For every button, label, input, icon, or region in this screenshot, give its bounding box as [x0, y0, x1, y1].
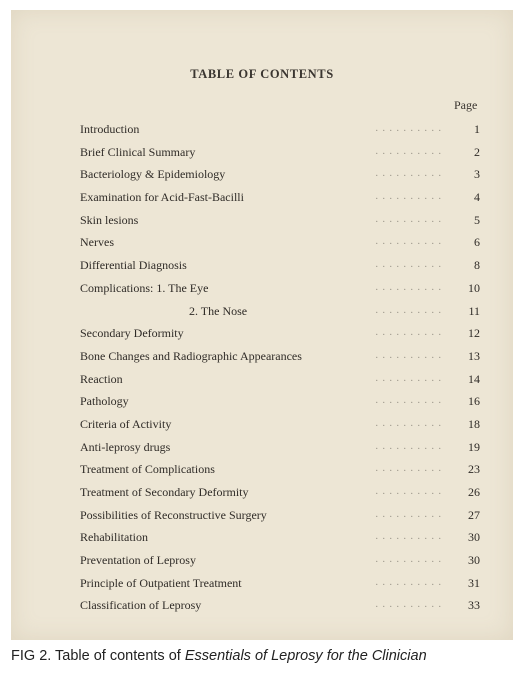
- toc-entry-page: 33: [468, 598, 480, 613]
- toc-entry-label: Principle of Outpatient Treatment: [80, 575, 242, 590]
- leader-dots: . . . . . . . . . .: [375, 463, 442, 475]
- leader-dots: . . . . . . . . . .: [375, 372, 442, 384]
- toc-entry-label: Differential Diagnosis: [80, 258, 187, 273]
- toc-entry-label: Secondary Deformity: [80, 326, 184, 341]
- toc-heading: TABLE OF CONTENTS: [190, 67, 334, 81]
- toc-entry: [80, 300, 480, 323]
- toc-entry-label: Criteria of Activity: [80, 416, 172, 431]
- toc-entry-page: 2: [474, 144, 480, 159]
- toc-entry-label: 2. The Nose: [189, 303, 248, 318]
- leader-dots: . . . . . . . . . .: [375, 123, 442, 134]
- toc-entry-label: Reaction: [80, 371, 123, 386]
- toc-entry-label: Rehabilitation: [80, 530, 148, 545]
- toc-entry: [80, 254, 480, 277]
- toc-entry: [80, 209, 480, 232]
- toc-entry: [80, 141, 480, 164]
- toc-entry: [80, 504, 480, 527]
- toc-entry-label: Bacteriology & Epidemiology: [80, 167, 226, 182]
- toc-entry-page: 12: [468, 326, 480, 341]
- leader-dots: . . . . . . . . . .: [375, 191, 442, 203]
- leader-dots: . . . . . . . . . .: [375, 395, 442, 407]
- toc-entry-label: Anti-leprosy drugs: [80, 439, 171, 454]
- toc-entry-page: 31: [468, 575, 480, 590]
- toc-entry-page: 5: [474, 212, 480, 227]
- leader-dots: . . . . . . . . . .: [375, 213, 442, 225]
- toc-entry-label: Pathology: [80, 394, 129, 409]
- toc-entry-page: 19: [468, 439, 480, 454]
- toc-entry: [80, 118, 480, 141]
- leader-dots: . . . . . . . . . .: [375, 259, 442, 271]
- toc-list: [80, 118, 480, 617]
- toc-entry: [80, 345, 480, 368]
- toc-entry-label: Classification of Leprosy: [80, 598, 202, 613]
- toc-entry-page: 23: [468, 462, 480, 477]
- toc-entry-page: 8: [474, 258, 480, 273]
- toc-entry: [80, 549, 480, 572]
- toc-entry-page: 30: [468, 553, 480, 568]
- leader-dots: . . . . . . . . . .: [375, 508, 442, 520]
- toc-entry: [80, 231, 480, 254]
- toc-entry-label: Preventation of Leprosy: [80, 553, 196, 568]
- leader-dots: . . . . . . . . . .: [375, 304, 442, 316]
- toc-entry-page: 10: [468, 280, 480, 295]
- toc-entry: [80, 481, 480, 504]
- scanned-page: [11, 10, 513, 640]
- leader-dots: . . . . . . . . . .: [375, 168, 442, 180]
- toc-entry-page: 6: [474, 235, 480, 250]
- leader-dots: . . . . . . . . . .: [375, 486, 442, 497]
- leader-dots: . . . . . . . . . .: [375, 440, 442, 452]
- toc-entry: [80, 322, 480, 345]
- toc-entry-page: 27: [468, 507, 480, 522]
- toc-entry-label: Nerves: [80, 235, 114, 250]
- toc-entry-page: 3: [474, 167, 480, 182]
- toc-entry: [80, 526, 480, 549]
- leader-dots: . . . . . . . . . .: [375, 554, 442, 566]
- toc-entry-label: Treatment of Complications: [80, 462, 215, 477]
- toc-entry: [80, 390, 480, 413]
- toc-entry-page: 1: [474, 122, 480, 136]
- leader-dots: . . . . . . . . . .: [375, 327, 442, 339]
- toc-entry: [80, 413, 480, 436]
- toc-entry: [80, 186, 480, 209]
- page-column-label: Page: [454, 98, 478, 112]
- leader-dots: . . . . . . . . . .: [375, 531, 442, 543]
- toc-entry: [80, 436, 480, 459]
- toc-entry-label: Examination for Acid-Fast-Bacilli: [80, 190, 244, 205]
- leader-dots: . . . . . . . . . .: [375, 576, 442, 588]
- toc-entry-label: Complications: 1. The Eye: [80, 280, 209, 295]
- toc-entry-label: Possibilities of Reconstructive Surgery: [80, 507, 267, 522]
- toc-entry: [80, 368, 480, 391]
- toc-entry: [80, 163, 480, 186]
- toc-entry-label: Brief Clinical Summary: [80, 144, 196, 159]
- toc-entry-page: 16: [468, 394, 480, 409]
- leader-dots: . . . . . . . . . .: [375, 281, 442, 293]
- toc-entry-page: 14: [468, 371, 480, 386]
- leader-dots: . . . . . . . . . .: [375, 236, 442, 248]
- toc-entry-page: 11: [468, 303, 480, 318]
- toc-entry-label: Treatment of Secondary Deformity: [80, 485, 249, 499]
- toc-entry: [80, 458, 480, 481]
- toc-entry-page: 13: [468, 348, 480, 363]
- toc-entry: [80, 277, 480, 300]
- leader-dots: . . . . . . . . . .: [375, 145, 442, 157]
- toc-entry-label: Introduction: [80, 122, 140, 136]
- toc-entry-label: Skin lesions: [80, 212, 139, 227]
- toc-entry-page: 4: [474, 190, 480, 205]
- toc-entry: [80, 594, 480, 617]
- toc-entry-label: Bone Changes and Radiographic Appearances: [80, 348, 302, 363]
- toc-entry-page: 26: [468, 485, 480, 499]
- toc-entry-page: 30: [468, 530, 480, 545]
- figure-caption: [11, 648, 427, 664]
- leader-dots: . . . . . . . . . .: [375, 349, 442, 361]
- caption-book-title: Essentials of Leprosy for the Clinician: [184, 648, 427, 664]
- leader-dots: . . . . . . . . . .: [375, 417, 442, 429]
- caption-prefix: FIG 2. Table of contents of: [11, 648, 185, 664]
- toc-entry: [80, 572, 480, 595]
- leader-dots: . . . . . . . . . .: [375, 599, 442, 611]
- toc-entry-page: 18: [468, 416, 480, 431]
